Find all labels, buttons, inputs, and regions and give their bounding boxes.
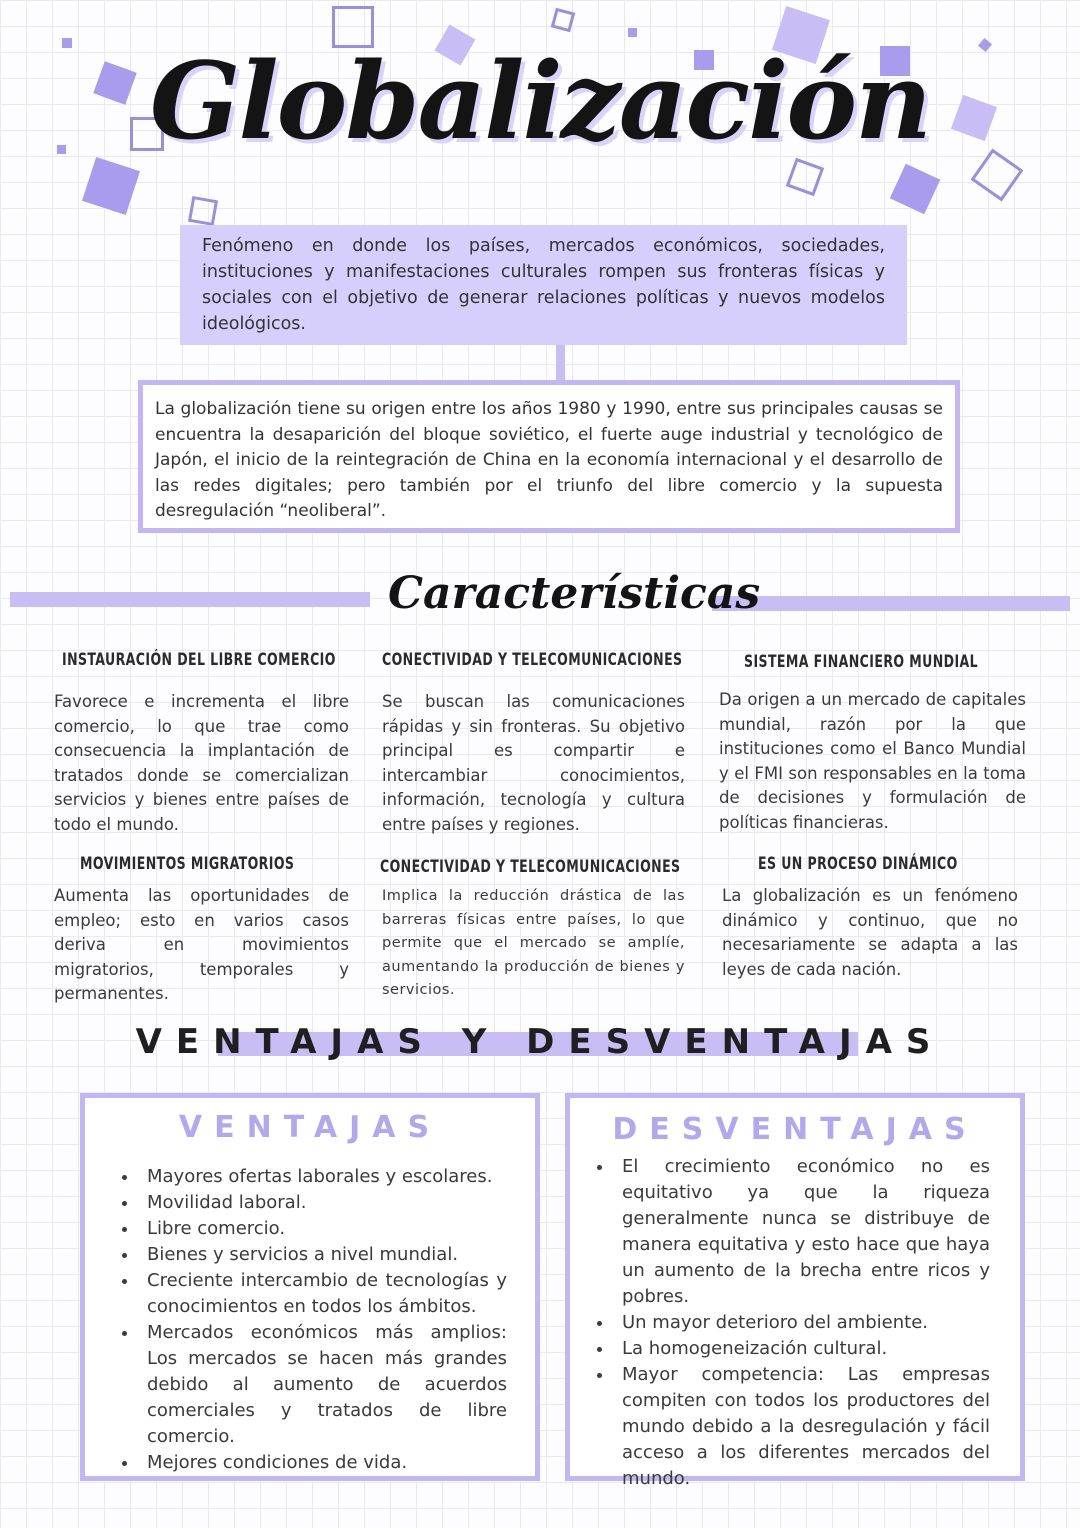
list-item: • Mercados económicos más amplios: Los mercados se hacen más grandes debido al aumento de acuerdos comerciales y tratados de libre comercio.: [139, 1320, 507, 1450]
cons-title: DESVENTAJAS: [612, 1112, 978, 1147]
characteristic-title: SISTEMA FINANCIERO MUNDIAL: [744, 652, 979, 672]
characteristics-heading: Características: [388, 568, 761, 619]
divider-left: [10, 592, 370, 607]
characteristic-text: La globalización es un fenómeno dinámico y continuo, que no necesariamente se adapta a las leyes de cada nación.: [722, 886, 1018, 979]
pros-cons-heading: VENTAJAS Y DESVENTAJAS: [135, 1022, 945, 1062]
decor-square: [82, 157, 140, 215]
characteristic-title: ES UN PROCESO DINÁMICO: [758, 854, 958, 874]
list-item: • El crecimiento económico no es equitativo ya que la riqueza generalmente nunca se distribuye de manera equitativa y esto hace que haya un aumento de la brecha entre ricos y pobres.: [614, 1154, 990, 1310]
characteristic-text: Aumenta las oportunidades de empleo; esto en varios casos deriva en movimientos migratorios, temporales y permanentes.: [54, 886, 349, 1003]
characteristic-title: INSTAURACIÓN DEL LIBRE COMERCIO: [62, 650, 336, 670]
characteristic-text: Implica la reducción drástica de las barreras físicas entre países, lo que permite que el mercado se amplíe, aumentando la producción de bienes y servicios.: [382, 888, 685, 998]
characteristic-title: CONECTIVIDAD Y TELECOMUNICACIONES: [382, 650, 683, 670]
characteristic-title: MOVIMIENTOS MIGRATORIOS: [80, 854, 295, 874]
list-item: • Mayor competencia: Las empresas compiten con todos los productores del mundo debido a la desregulación y fácil acceso a los diferentes mercados del mundo.: [614, 1362, 990, 1492]
decor-square: [188, 196, 218, 226]
list-item: • Un mayor deterioro del ambiente.: [614, 1310, 990, 1336]
list-item: • Mejores condiciones de vida.: [139, 1450, 507, 1476]
origin-box: La globalización tiene su origen entre los años 1980 y 1990, entre sus principales causas se encuentra la desaparición del bloque soviético, el fuerte auge industrial y tecnológico de Japón, el inicio de la reintegración de China en la economía internacional y el desarrollo de las redes digitales; pero también por el triunfo del libre comercio y la supuesta desregulación “neoliberal”.: [138, 380, 960, 533]
list-item: • Bienes y servicios a nivel mundial.: [139, 1242, 507, 1268]
divider-right: [712, 596, 1070, 611]
characteristic-text: Favorece e incrementa el libre comercio, lo que trae como consecuencia la implantación de tratados donde se comercializan servicios y bienes entre países de todo el mundo.: [54, 692, 349, 834]
characteristic-text: Se buscan las comunicaciones rápidas y sin fronteras. Su objetivo principal es compartir e intercambiar conocimientos, información, tecnología y cultura entre países y regiones.: [382, 692, 685, 834]
page-title: Globalización: [149, 38, 931, 163]
pros-panel: [80, 1093, 540, 1481]
list-item: • Creciente intercambio de tecnologías y conocimientos en todos los ámbitos.: [139, 1268, 507, 1320]
cons-list: [592, 1154, 990, 1492]
cons-panel: [565, 1093, 1025, 1489]
characteristic-title: CONECTIVIDAD Y TELECOMUNICACIONES: [380, 857, 681, 877]
pros-list: [117, 1164, 507, 1476]
list-item: • Libre comercio.: [139, 1216, 507, 1242]
list-item: • Movilidad laboral.: [139, 1190, 507, 1216]
list-item: • La homogeneización cultural.: [614, 1336, 990, 1362]
characteristic-text: Da origen a un mercado de capitales mundial, razón por la que instituciones como el Banco Mundial y el FMI son responsables en la toma de decisiones y formulación de políticas financieras.: [719, 690, 1026, 832]
connector-line: [556, 345, 565, 380]
decor-square: [890, 164, 940, 214]
list-item: • Mayores ofertas laborales y escolares.: [139, 1164, 507, 1190]
pros-title: VENTAJAS: [178, 1110, 442, 1145]
definition-box: Fenómeno en donde los países, mercados económicos, sociedades, instituciones y manifestaciones culturales rompen sus fronteras físicas y sociales con el objetivo de generar relaciones políticas y nuevos modelos ideológicos.: [180, 225, 907, 345]
decor-square: [551, 8, 575, 32]
decor-square: [786, 158, 824, 196]
decor-square: [628, 28, 637, 37]
